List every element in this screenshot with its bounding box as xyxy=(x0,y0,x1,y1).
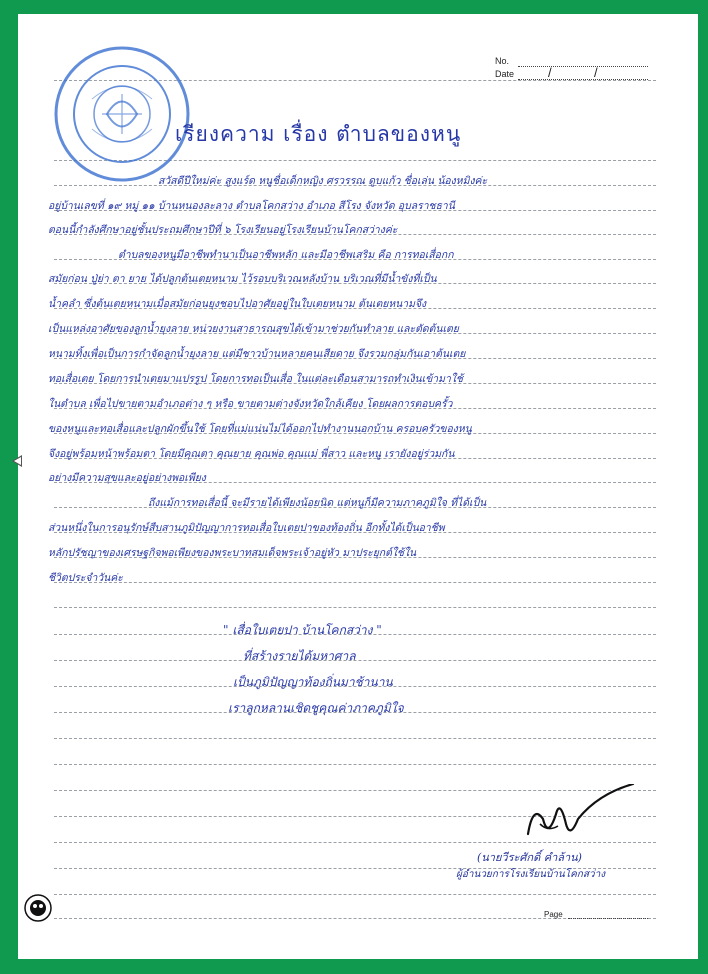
school-stamp xyxy=(52,44,192,184)
ruled-line xyxy=(54,738,656,739)
signer-name: (นายวีระศักดิ์ คำล้าน) xyxy=(477,851,582,864)
essay-line: ตำบลของหนูมีอาชีพทำนาเป็นอาชีพหลัก และมีอาชีพเสริม คือ การทอเสื่อกก xyxy=(118,249,454,261)
poem-line: เป็นภูมิปัญญาท้องถิ่นมาช้านาน xyxy=(233,675,393,689)
essay-line: ตอนนี้กำลังศึกษาอยู่ชั้นประถมศึกษาปีที่ ๖ โรงเรียนอยู่โรงเรียนบ้านโคกสว่างค่ะ xyxy=(48,224,398,236)
essay-line: น้ำคลำ ซึ่งต้นเตยหนามเมื่อสมัยก่อนยุงชอบไปอาศัยอยู่ในใบเตยหนาม ต้นเตยหนามจึง xyxy=(48,298,427,310)
signer-position: ผู้อำนวยการโรงเรียนบ้านโคกสว่าง xyxy=(456,869,606,880)
essay-line: ของหนูและทอเสื่อและปลูกผักขึ้นใช้ โดยที่แม่แน่นไม่ได้ออกไปทำงานนอกบ้าน ครอบครัวของหนู xyxy=(48,423,472,435)
essay-line: สมัยก่อน ปู่ย่า ตา ยาย ได้ปลูกต้นเตยหนาม ไว้รอบบริเวณหลังบ้าน บริเวณที่มีน้ำขังที่เป็น xyxy=(48,273,437,285)
essay-line: ถึงแม้การทอเสื่อนี้ จะมีรายได้เพียงน้อยนิด แต่หนูก็มีความภาคภูมิใจ ที่ได้เป็น xyxy=(148,497,487,509)
page-label: Page xyxy=(544,910,563,919)
essay-line: หนามทิ้งเพื่อเป็นการกำจัดลูกน้ำยุงลาย แต่มีชาวบ้านหลายคนเสียดาย จึงรวมกลุ่มกันเอาต้นเตย xyxy=(48,348,466,360)
essay-title: เรียงความ เรื่อง ตำบลของหนู xyxy=(175,122,462,146)
essay-line: ส่วนหนึ่งในการอนุรักษ์สืบสานภูมิปัญญาการทอเสื่อใบเตยปาของท้องถิ่น อีกทั้งได้เป็นอาชีพ xyxy=(48,522,445,534)
ruled-line xyxy=(54,582,656,583)
no-label: No. xyxy=(495,56,510,66)
essay-line: ชีวิตประจำวันค่ะ xyxy=(48,572,123,584)
essay-line: อยู่บ้านเลขที่ ๑๙ หมู่ ๑๑ บ้านหนองละลาง ตำบลโคกสว่าง อำเภอ สีโรง จังหวัด อุบลราชธานี xyxy=(48,200,455,212)
date-label: Date xyxy=(495,69,515,79)
ruled-line xyxy=(54,607,656,608)
poem-line: " เสื่อใบเตยปา บ้านโคกสว่าง " xyxy=(223,623,382,637)
date-slash: / xyxy=(548,65,552,80)
date-slash: / xyxy=(594,65,598,80)
essay-line: ทอเสื่อเตย โดยการนำเตยมาแปรรูป โดยการทอเป็นเสื่อ ในแต่ละเดือนสามารถทำเงินเข้ามาใช้ xyxy=(48,373,463,385)
ruled-line xyxy=(54,764,656,765)
essay-line: เป็นแหล่งอาศัยของลูกน้ำยุงลาย หน่วยงานสาธารณสุขได้เข้ามาช่วยกันทำลาย และตัดต้นเตย xyxy=(48,323,459,335)
binding-marker-icon xyxy=(12,455,22,467)
essay-line: สวัสดีปีใหม่ค่ะ สูงแร์ด หนูชื่อเด็กหญิง ศรวรรณ ดูบแก้ว ชื่อเล่น น้องหมิงค่ะ xyxy=(158,175,488,187)
handwritten-signature xyxy=(518,784,638,854)
essay-line: จึงอยู่พร้อมหน้าพร้อมตา โดยมีคุณตา คุณยาย คุณพ่อ คุณแม่ พี่สาว และหนู เรายังอยู่ร่วมกัน xyxy=(48,448,455,460)
ruled-line xyxy=(54,894,656,895)
essay-line: หลักปรัชญาของเศรษฐกิจพอเพียงของพระบาทสมเด็จพระเจ้าอยู่หัว มาประยุกต์ใช้ใน xyxy=(48,547,417,559)
notebook-page xyxy=(18,14,698,959)
publisher-logo-icon xyxy=(24,894,52,922)
essay-line: อย่างมีความสุขและอยู่อย่างพอเพียง xyxy=(48,472,206,484)
poem-line: ที่สร้างรายได้มหาศาล xyxy=(243,649,356,663)
essay-line: ในตำบล เพื่อไปขายตามอำเภอต่าง ๆ หรือ ขายตามต่างจังหวัดใกล้เคียง โดยผลการตอบครั้ว xyxy=(48,398,453,410)
page-dots xyxy=(568,918,648,919)
date-dots xyxy=(518,79,648,80)
ruled-line xyxy=(54,918,656,919)
no-dots xyxy=(518,66,648,67)
poem-line: เราลูกหลานเชิดชูคุณค่าภาคภูมิใจ xyxy=(228,701,404,715)
